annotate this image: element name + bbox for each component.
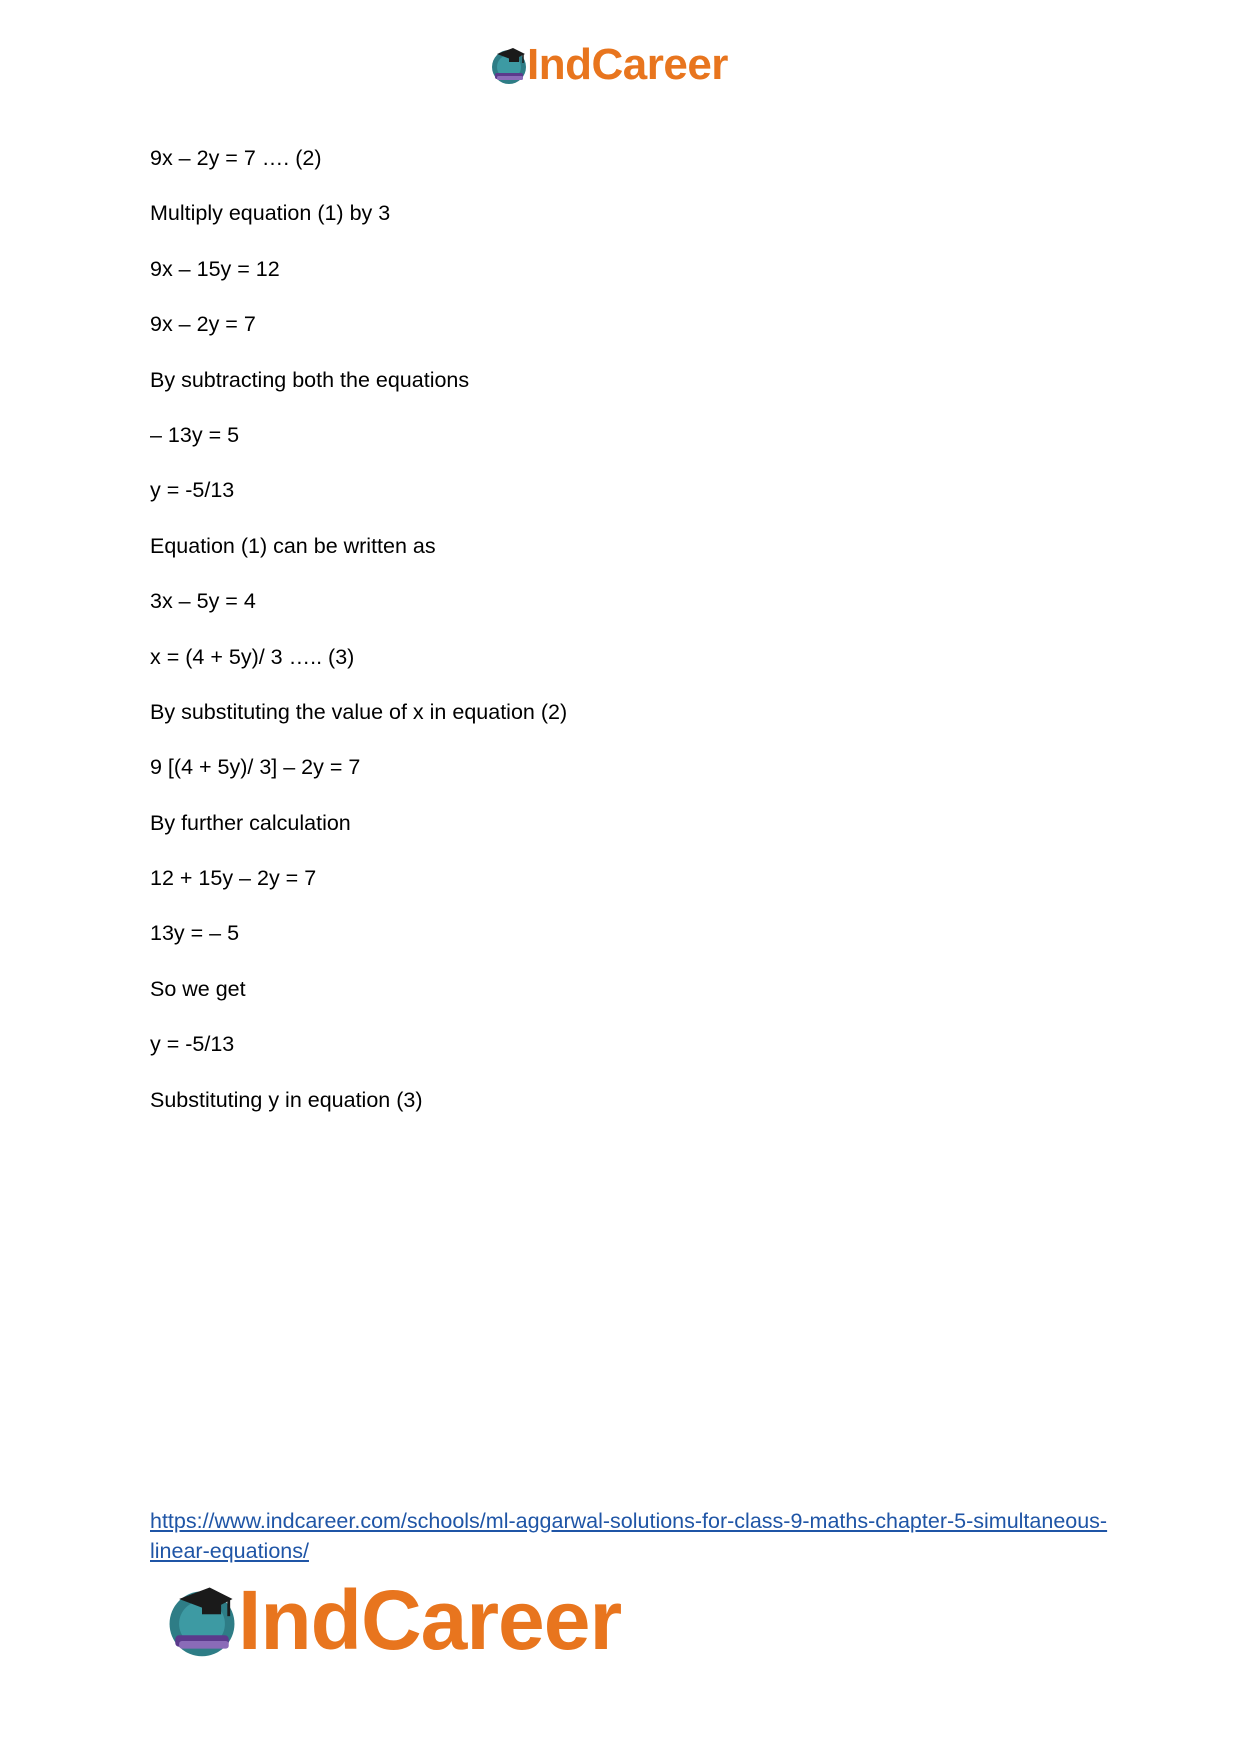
text-line: 9x – 2y = 7 xyxy=(150,312,256,337)
text-line: 9x – 15y = 12 xyxy=(150,256,280,281)
text-line: y = -5/13 xyxy=(150,478,235,503)
text-line: By subtracting both the equations xyxy=(150,367,470,392)
text-line: – 13y = 5 xyxy=(150,422,240,447)
text-line: x = (4 + 5y)/ 3 ….. (3) xyxy=(150,644,355,669)
text-line: So we get xyxy=(150,976,246,1001)
header-logo-text: IndCareer xyxy=(527,40,728,89)
text-line: Substituting y in equation (3) xyxy=(150,1087,423,1112)
text-line: Equation (1) can be written as xyxy=(150,533,436,558)
text-line: 3x – 5y = 4 xyxy=(150,589,256,614)
text-line: By further calculation xyxy=(150,810,351,835)
document-body xyxy=(150,145,1110,1142)
text-line: y = -5/13 xyxy=(150,1032,235,1057)
footer-logo xyxy=(160,1575,621,1665)
text-line: 9 [(4 + 5y)/ 3] – 2y = 7 xyxy=(150,755,361,780)
text-line: Multiply equation (1) by 3 xyxy=(150,201,391,226)
text-line: 9x – 2y = 7 …. (2) xyxy=(150,146,322,170)
text-line: 12 + 15y – 2y = 7 xyxy=(150,866,317,891)
text-line: 13y = – 5 xyxy=(150,921,240,946)
logo-emblem-icon xyxy=(487,43,531,87)
source-link[interactable]: https://www.indcareer.com/schools/ml-aggarwal-solutions-for-class-9-maths-chapter-5-simultaneous-linear-equations/ xyxy=(150,1509,1108,1563)
footer-logo-text: IndCareer xyxy=(238,1573,622,1667)
text-line: By substituting the value of x in equation (2) xyxy=(150,699,568,724)
logo-emblem-icon xyxy=(160,1578,244,1662)
header-logo xyxy=(487,40,728,90)
